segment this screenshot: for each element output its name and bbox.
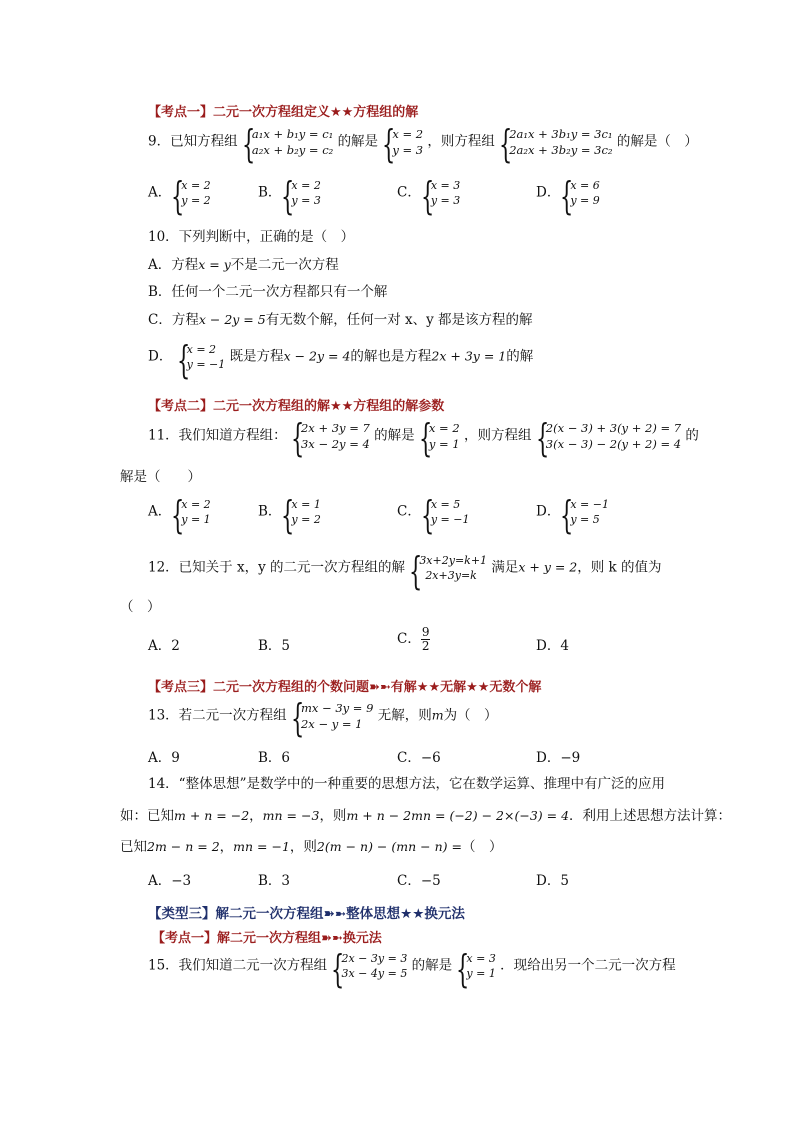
q12-option-a: A．2 — [148, 638, 180, 654]
q9-system-b: { 2a₁x + 3b₁y = 3c₁ 2a₂x + 3b₂y = 3c₂ — [499, 122, 613, 166]
q14-option-b: B．3 — [258, 873, 291, 889]
q9-prefix: 9．已知方程组 — [148, 133, 238, 150]
section-heading-k1: 【考点一】二元一次方程组定义★★方程组的解 — [148, 105, 419, 120]
q11-option-d: D． { x = −1 y = 5 — [536, 493, 609, 537]
q10-option-b: B．任何一个二元一次方程都只有一个解 — [148, 284, 388, 300]
q13-option-b: B．6 — [258, 750, 291, 766]
question-10-stem: 10．下列判断中，正确的是（ ） — [148, 229, 355, 245]
q14-line3: 已知2m − n = 2，mn = −1，则2(m − n) − (mn − n) =（ ） — [120, 839, 503, 855]
q11-option-a: A． { x = 2 y = 1 — [148, 493, 211, 537]
q9-option-d: D． { x = 6 y = 9 — [536, 174, 600, 218]
q14-option-a: A．−3 — [148, 873, 192, 889]
q14-option-d: D．5 — [536, 873, 569, 889]
q12-option-d: D．4 — [536, 638, 569, 654]
section-heading-t3k1: 【考点一】解二元一次方程组➽➼换元法 — [152, 931, 382, 946]
q12-stem-line2: （ ） — [120, 599, 161, 615]
question-11: 11．我们知道方程组： { 2x + 3y = 7 3x − 2y = 4 的解是 { x = 2 y = 1 ，则方程组 { 2(x − 3) + 3(y + 2) = 7 3(x − 3) − 2(y + 2) = 4 的 — [148, 416, 699, 460]
q12-option-c: C． $\frac{9}{2}$ — [397, 625, 430, 653]
q14-option-c: C．−5 — [397, 873, 441, 889]
type-heading-t3: 【类型三】解二元一次方程组➽➼整体思想★★换元法 — [148, 906, 465, 922]
q14-line1: 14．“整体思想”是数学中的一种重要的思想方法，它在数学运算、推理中有广泛的应用 — [148, 776, 665, 792]
q9-system-a: { a₁x + b₁y = c₁ a₂x + b₂y = c₂ — [241, 122, 334, 166]
q12-option-b: B．5 — [258, 638, 291, 654]
q11-stem-line2: 解是（ ） — [120, 469, 201, 485]
section-heading-k2: 【考点二】二元一次方程组的解★★方程组的解参数 — [148, 399, 445, 414]
q9-option-b: B． { x = 2 y = 3 — [258, 174, 321, 218]
section-heading-k3: 【考点三】二元一次方程组的个数问题➽➼有解★★无解★★无数个解 — [148, 680, 542, 695]
q10-option-d: D． { x = 2 y = −1 既是方程x − 2y = 4的解也是方程2x + 3y = 1的解 — [148, 338, 534, 382]
q10-option-a: A．方程x = y不是二元一次方程 — [148, 257, 339, 273]
q13-option-c: C．−6 — [397, 750, 441, 766]
q13-option-a: A．9 — [148, 750, 180, 766]
q11-option-c: C． { x = 5 y = −1 — [397, 493, 470, 537]
q9-option-c: C． { x = 3 y = 3 — [397, 174, 461, 218]
q14-line2: 如：已知m + n = −2，mn = −3，则m + n − 2mn = (−2) − 2×(−3) = 4．利用上述思想方法计算： — [120, 808, 732, 824]
question-9: 9．已知方程组 { a₁x + b₁y = c₁ a₂x + b₂y = c₂ 的解是 { x = 2 y = 3 ，则方程组 { 2a₁x + 3b₁y = 3c₁ 2a₂x + 3b₂y = 3c₂ 的解是（ ） — [148, 122, 698, 166]
question-13: 13．若二元一次方程组 { mx − 3y = 9 2x − y = 1 无解，则m为（ ） — [148, 696, 498, 740]
question-15: 15．我们知道二元一次方程组 { 2x − 3y = 3 3x − 4y = 5 的解是 { x = 3 y = 1 ．现给出另一个二元一次方程 — [148, 947, 676, 991]
q9-option-a: A． { x = 2 y = 2 — [148, 174, 211, 218]
q9-solution-a: { x = 2 y = 3 — [382, 122, 424, 166]
q11-option-b: B． { x = 1 y = 2 — [258, 493, 321, 537]
q13-option-d: D．−9 — [536, 750, 581, 766]
question-12: 12．已知关于 x，y 的二元一次方程组的解 { 3x+2y=k+1 2x+3y=k 满足x + y = 2，则 k 的值为 — [148, 549, 662, 593]
q10-option-c: C．方程x − 2y = 5有无数个解，任何一对 x、y 都是该方程的解 — [148, 312, 533, 328]
